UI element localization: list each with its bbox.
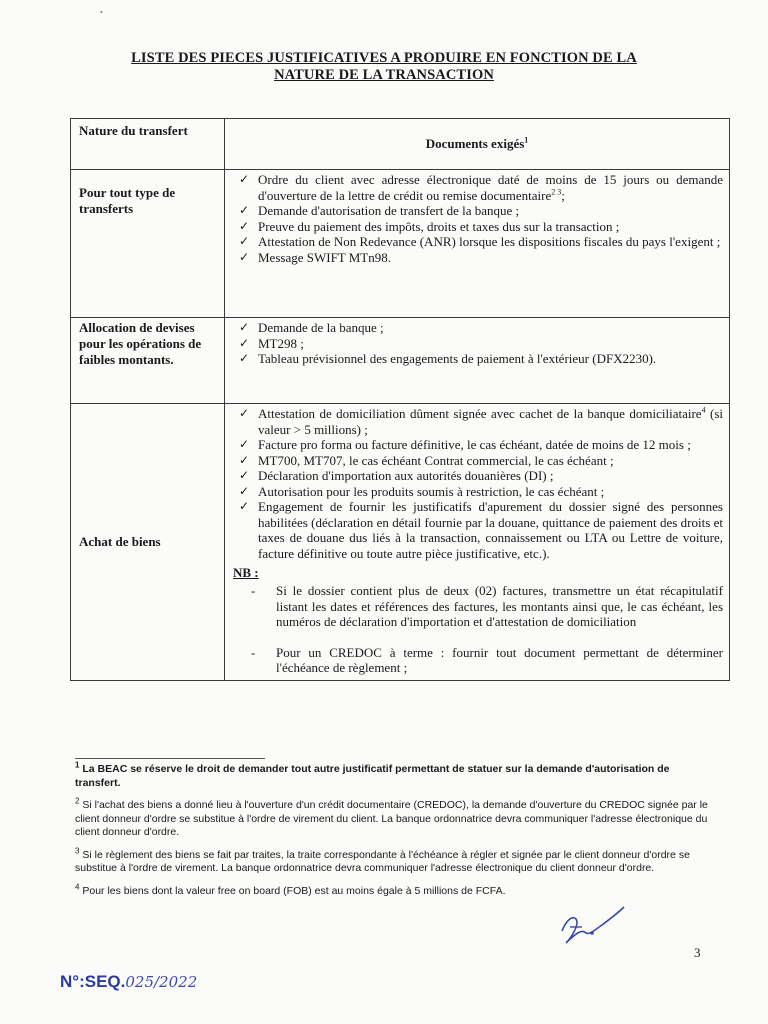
footnote-number: 1 [75, 760, 80, 770]
item-text: Demande d'autorisation de transfert de la banque ; [258, 203, 520, 218]
check-icon: ✓ [239, 468, 250, 482]
nb-item [231, 583, 723, 630]
footnote-ref: 4 [701, 405, 706, 415]
item-text: Facture pro forma ou facture définitive, le cas échéant, datée de moins de 12 mois ; [258, 437, 691, 452]
document-list [225, 318, 729, 371]
check-icon: ✓ [239, 452, 250, 467]
check-icon: ✓ [239, 499, 250, 513]
stamp-handwritten-number: 025/2022 [125, 973, 198, 991]
row-documents [225, 170, 730, 318]
item-text: Attestation de Non Redevance (ANR) lorsque les dispositions fiscales du pays l'exigent ; [258, 234, 721, 249]
item-text: Message SWIFT MTn98. [258, 249, 392, 265]
footnote-divider [75, 758, 265, 759]
footnote [75, 846, 715, 876]
title-line-1: LISTE DES PIECES JUSTIFICATIVES A PRODUIRE EN FONCTION DE LA [131, 50, 637, 66]
check-icon: ✓ [239, 218, 250, 233]
row-label: Achat de biens [71, 404, 225, 681]
item-text: Demande de la banque ; [258, 320, 384, 335]
list-item [231, 336, 723, 352]
sequence-stamp [60, 972, 197, 992]
item-text: Attestation de domiciliation dûment signée avec cachet de la banque domiciliataire [258, 406, 702, 421]
page-title [60, 50, 708, 84]
dash-icon: - [251, 644, 256, 660]
footnote [75, 882, 715, 899]
signature-icon [552, 903, 632, 951]
list-item [231, 234, 723, 250]
row-label: Allocation de devises pour les opérations de faibles montants. [71, 318, 225, 404]
stamp-label: N°:SEQ. [60, 972, 126, 991]
footnote-text: La BEAC se réserve le droit de demander tout autre justificatif permettant de statuer sur la demande d'autorisation de transfert. [75, 763, 670, 789]
footnote [75, 760, 715, 790]
table-row [71, 404, 730, 681]
nb-item [231, 645, 723, 676]
list-item [231, 320, 723, 336]
table-row [71, 170, 730, 318]
list-item [231, 453, 723, 469]
row-label: Pour tout type de transferts [71, 170, 225, 318]
footnote-number: 2 [75, 796, 80, 806]
check-icon: ✓ [239, 172, 250, 186]
scan-mark: • [100, 8, 103, 17]
document-list [225, 404, 729, 565]
list-item [231, 437, 723, 453]
item-text: Ordre du client avec adresse électronique daté de moins de 15 jours ou demande d'ouverture de la lettre de crédit ou remise documentaire [258, 172, 723, 203]
row-documents [225, 404, 730, 681]
item-text: Déclaration d'importation aux autorités douanières (DI) ; [258, 468, 554, 483]
nb-title: NB : [233, 565, 259, 580]
footnote-text: Pour les biens dont la valeur free on board (FOB) est au moins égale à 5 millions de FCFA. [82, 884, 506, 897]
item-text: Tableau prévisionnel des engagements de paiement à l'extérieur (DFX2230). [258, 351, 657, 366]
table-row [71, 318, 730, 404]
item-text: MT298 ; [258, 335, 304, 351]
row-documents [225, 318, 730, 404]
nb-item-text: Pour un CREDOC à terme : fournir tout document permettant de déterminer l'échéance de règlement ; [276, 644, 723, 675]
list-item [231, 406, 723, 437]
footnote-number: 4 [75, 882, 80, 891]
list-item [231, 499, 723, 561]
item-text: Engagement de fournir les justificatifs d'apurement du dossier signé des personnes habilitées (déclaration en détail fournie par la douane, quittance de paiement des droits et taxes de douane dus liés à la transaction, connaissement ou LTA ou Lettre de voiture, facture définitive ou toute autre pièce justificative, etc.). [258, 499, 723, 561]
item-tail: (si valeur > 5 millions) ; [258, 406, 723, 437]
nb-section [225, 565, 729, 680]
list-item [231, 484, 723, 500]
footnote-text: Si l'achat des biens a donné lieu à l'ouverture d'un crédit documentaire (CREDOC), la demande d'ouverture du CREDOC signée par le client donneur d'ordre se substitue à l'ordre de virement du client. La banque ordonnatrice devra communiquer l'adresse électronique du client donneur d'ordre. [75, 799, 708, 838]
check-icon: ✓ [239, 249, 250, 264]
check-icon: ✓ [239, 406, 250, 420]
check-icon: ✓ [239, 483, 250, 498]
item-text: Autorisation pour les produits soumis à restriction, le cas échéant ; [258, 483, 605, 499]
list-item [231, 250, 723, 266]
check-icon: ✓ [239, 203, 250, 217]
page-number: 3 [694, 945, 701, 960]
check-icon: ✓ [239, 234, 250, 248]
list-item [231, 351, 723, 367]
documents-table [70, 118, 730, 681]
item-text: MT700, MT707, le cas échéant Contrat commercial, le cas échéant ; [258, 452, 614, 468]
check-icon: ✓ [239, 351, 250, 365]
check-icon: ✓ [239, 335, 250, 350]
list-item [231, 468, 723, 484]
footnote-number: 3 [75, 846, 80, 855]
nb-item-text: Si le dossier contient plus de deux (02) factures, transmettre un état récapitulatif listant les dates et références des factures, les montants ainsi que, le cas échéant, les numéros de déclaration d'importation et d'attestation de domiciliation [276, 583, 723, 629]
title-line-2: NATURE DE LA TRANSACTION [274, 67, 494, 83]
header-documents [225, 119, 730, 170]
list-item [231, 203, 723, 219]
footnote-ref: 1 [524, 135, 529, 145]
item-text: Preuve du paiement des impôts, droits et taxes dus sur la transaction ; [258, 218, 620, 234]
header-documents-label: Documents exigés [425, 136, 525, 151]
check-icon: ✓ [239, 320, 250, 334]
list-item [231, 172, 723, 203]
check-icon: ✓ [239, 437, 250, 451]
table-header-row [71, 119, 730, 170]
item-tail: ; [561, 187, 565, 203]
dash-icon: - [251, 583, 256, 598]
footnote-text: Si le règlement des biens se fait par traites, la traite correspondante à l'échéance à régler et signée par le client donneur d'ordre se substitue à l'ordre de virement. La banque ordonnatrice devra communiquer l'adresse électronique du client donneur d'ordre. [75, 848, 690, 874]
footnote [75, 796, 715, 840]
document-list [225, 170, 729, 269]
footnotes [75, 760, 715, 907]
header-nature: Nature du transfert [71, 119, 225, 170]
footnote-ref: 2 3 [551, 187, 562, 197]
list-item [231, 219, 723, 235]
